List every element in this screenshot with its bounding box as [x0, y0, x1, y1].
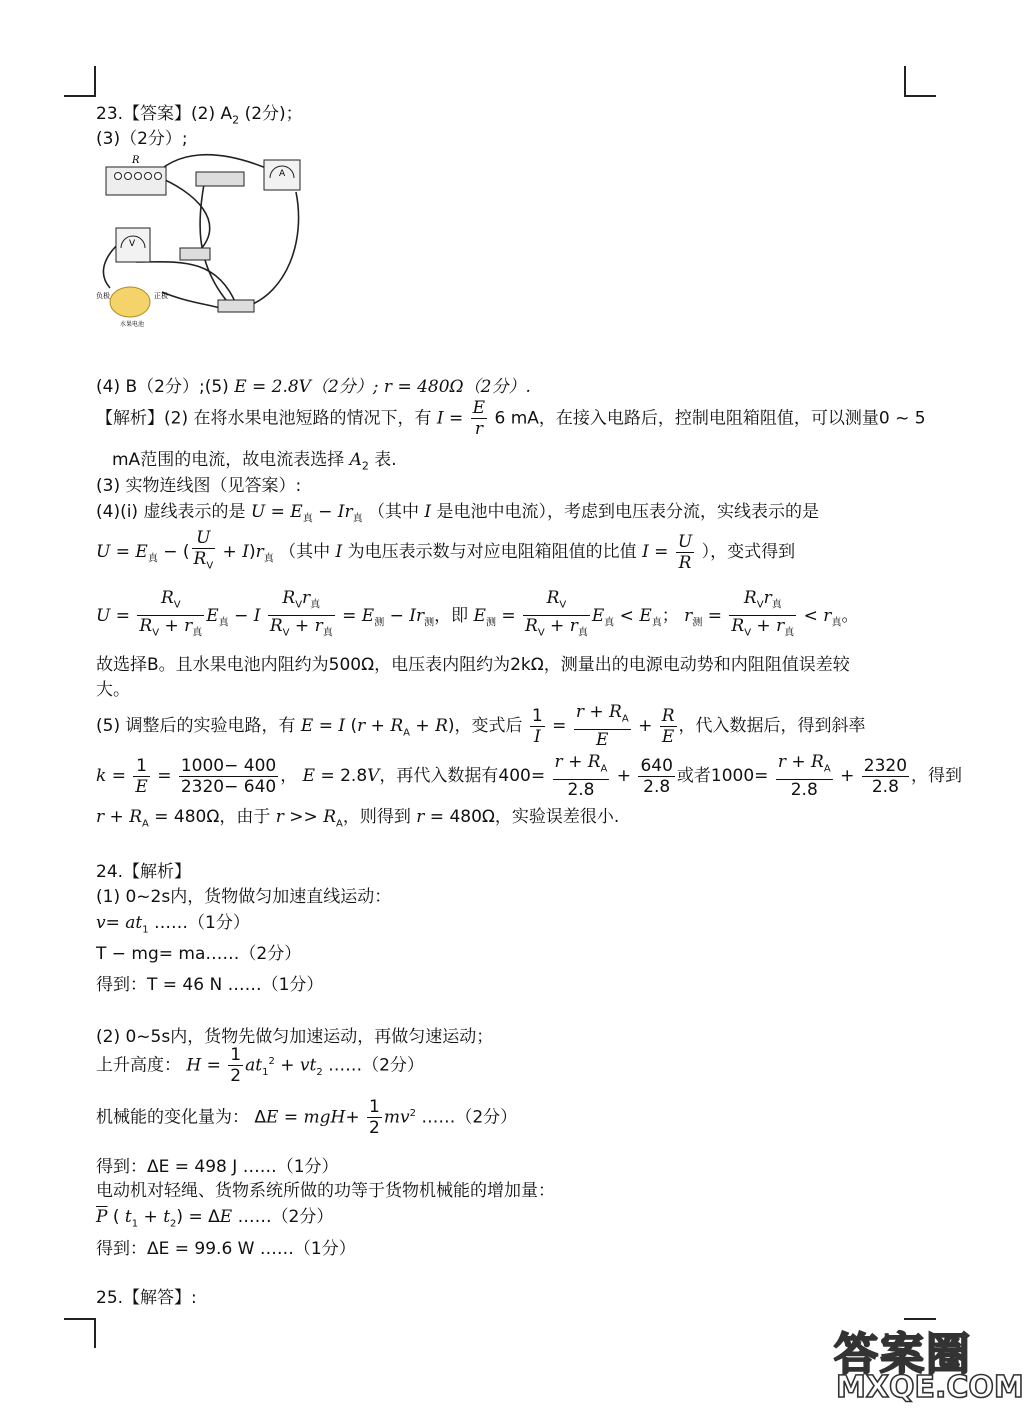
q23-analysis-4-line3: U = $\frac{R_V}{R_V + r_真}$ $E_真 - I$ $\frac{R_Vr_真}{R_V + r_真}$ = $E_测 - Ir_测$，即 $E_测$ = $\frac{R_V}{R_V + r_真}$ $E_真 < E_真$； $r_测$ = $\frac{R_Vr_真}{R_V + r_真}$ < $r_真$。: [96, 588, 859, 639]
positive-electrode-label: 正极: [154, 292, 168, 300]
crop-mark-tl-v: [94, 66, 96, 96]
q24-eq-power: $\overline{P}$ ( $t_1 + t_2) = \Delta E$ ……（2分）: [96, 1207, 334, 1230]
q23-analysis-2: 【解析】(2) 在将水果电池短路的情况下，有 I = $\frac{E}{r}$ 6 mA，在接入电路后，控制电阻箱阻值，可以测量0 ~ 5: [96, 398, 926, 439]
crop-mark-bl-h: [64, 1318, 96, 1320]
switch-top: [196, 172, 244, 186]
circuit-diagram: [96, 152, 311, 332]
q23-analysis-3: (3) 实物连线图（见答案）:: [96, 476, 302, 496]
q23-part3: (3)（2分）;: [96, 129, 188, 149]
crop-mark-tr-v: [904, 66, 906, 96]
crop-mark-tl-h: [64, 95, 96, 97]
switch-bottom: [218, 300, 254, 312]
watermark-logo: [830, 1318, 1024, 1408]
q23-analysis-4-line2: $U = E_真$ − ( $\frac{U}{R_V}$ + $I)r_真$ （其中 I 为电压表示数与对应电阻箱阻值的比值 I = $\frac{U}{R}$ ），变式得到: [96, 528, 796, 573]
resistance-box: [106, 167, 166, 195]
q24-eq2: T − mg= ma……（2分）: [96, 944, 302, 964]
crop-mark-tr-h: [904, 95, 936, 97]
q25-heading: 25.【解答】:: [96, 1288, 197, 1308]
q23-analysis-4-conclusion: 故选择B。且水果电池内阻约为500Ω，电压表内阻约为2kΩ，测量出的电源电动势和内阻阻值误差较: [96, 655, 850, 675]
q24-eq1: $v= at_1$ ……（1分）: [96, 913, 250, 936]
q24-eq-energy: 机械能的变化量为： ΔE = mgH+ $\frac{1}{2}$ $mv^2$ ……（2分）: [96, 1097, 518, 1138]
negative-electrode-label: 负极: [96, 292, 110, 300]
q23-analysis-4-conclusion-2: 大。: [96, 680, 130, 700]
q24-eq-height: 上升高度： H = $\frac{1}{2}$ $at_1^2 + vt_2$ ……（2分）: [96, 1045, 424, 1086]
q23-answer-4-5: (4) B（2分）;(5) E = 2.8V（2分）; r = 480Ω（2分）.: [96, 377, 531, 397]
q24-result3: 得到：ΔE = 99.6 W ……（1分）: [96, 1239, 356, 1259]
q23-heading: 23.【答案】(2) $A_2$ (2分)；: [96, 104, 303, 127]
q24-part2: (2) 0~5s内，货物先做匀加速运动，再做匀速运动；: [96, 1027, 494, 1047]
crop-mark-bl-v: [94, 1318, 96, 1348]
q23-analysis-5-line2: k = $\frac{1}{E}$ = $\frac{1000- 400}{2320- 640}$ ， E = 2.8V，再代入数据有400= $\frac{r + R_A}{2.8}$ + $\frac{640}{2.8}$ 或者1000= $\frac{r + R_A}{2.8}$ + $\frac{2320}{2.8}$ ，得到: [96, 752, 963, 801]
q23-analysis-4-line1: (4)(i) 虚线表示的是 $U = E_真 - Ir_真$ （其中 I 是电池中电流），考虑到电压表分流，实线表示的是: [96, 502, 820, 525]
q24-result2: 得到：ΔE = 498 J ……（1分）: [96, 1157, 339, 1177]
q23-analysis-5-line1: (5) 调整后的实验电路，有 E = I $(r + R_A + R)$，变式后 $\frac{1}{I}$ = $\frac{r + R_A}{E}$ + $\frac{R}{E}$ ，代入数据后，得到斜率: [96, 702, 866, 751]
watermark-title: 答案圈: [834, 1329, 972, 1380]
resistance-box-label: R: [132, 155, 140, 166]
fruit-battery: [110, 287, 150, 317]
q24-work-statement: 电动机对轻绳、货物系统所做的功等于货物机械能的增加量：: [96, 1181, 555, 1201]
switch-mid: [180, 248, 210, 260]
q24-heading: 24.【解析】: [96, 862, 192, 882]
q24-part1: (1) 0~2s内，货物做匀加速直线运动：: [96, 887, 392, 907]
fruit-battery-label: 水果电池: [120, 321, 145, 328]
q23-analysis-2b: mA范围的电流，故电流表选择 $A_2$ 表.: [112, 450, 397, 473]
watermark-url: MXQE.COM: [836, 1370, 1024, 1405]
ammeter-label: A: [279, 169, 286, 179]
voltmeter-label: V: [129, 239, 136, 249]
q23-analysis-5-line3: $r + R_A = 480\Omega$，由于 $r >> R_A$，则得到 r = 480Ω，实验误差很小.: [96, 807, 620, 830]
q24-result1: 得到：T = 46 N ……（1分）: [96, 975, 324, 995]
